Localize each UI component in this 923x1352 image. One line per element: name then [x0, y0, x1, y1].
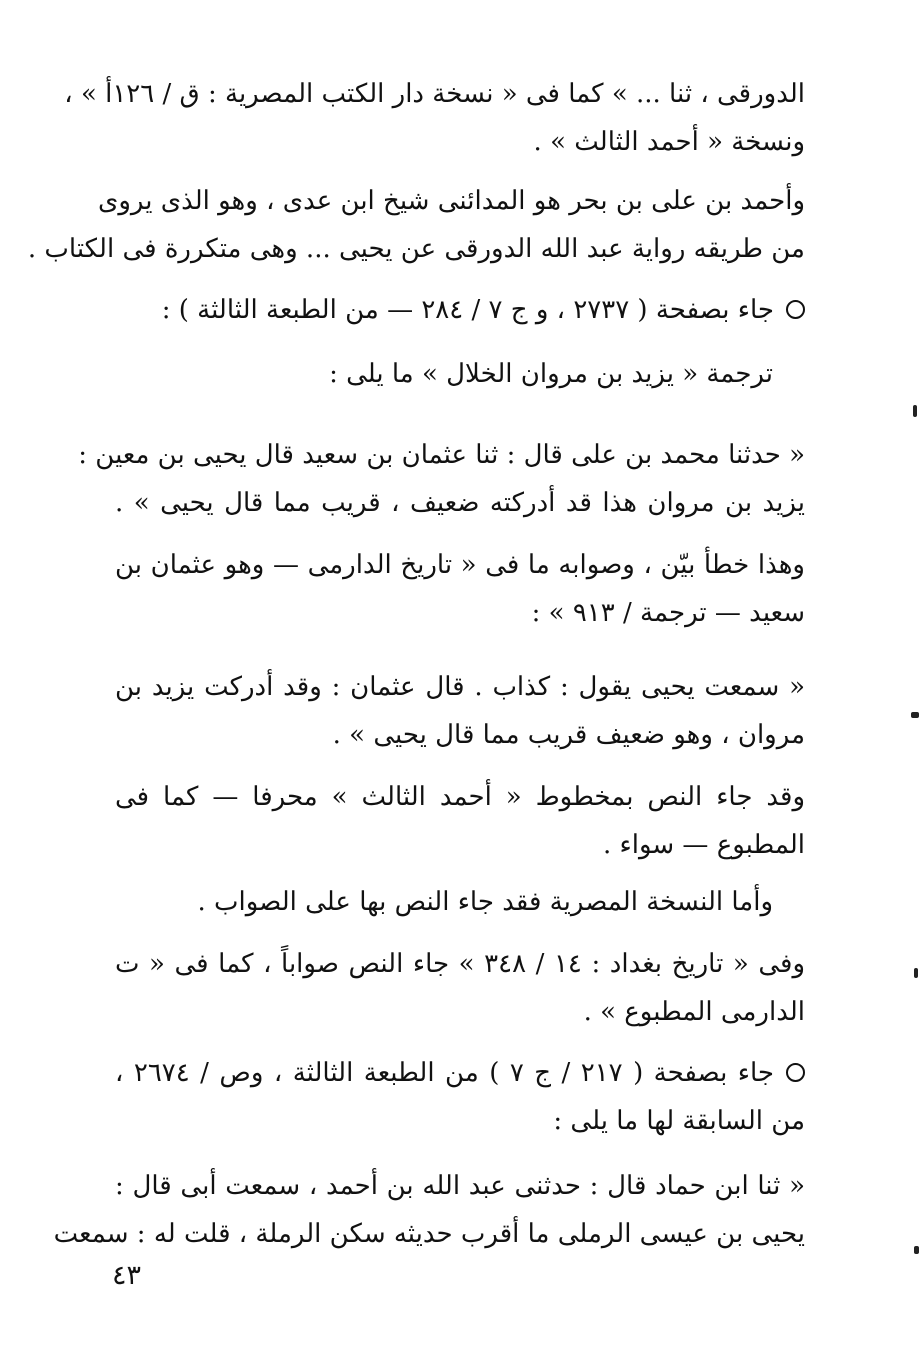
text-line: الدورقى ، ثنا ... » كما فى « نسخة دار الكتب المصرية : ق / ١٢٦أ » ،	[64, 79, 805, 109]
text-line: جاء بصفحة ( ٢٧٣٧ ، و ج ٧ / ٢٨٤ — من الطبعة الثالثة ) :	[161, 295, 774, 325]
text-line: ونسخة « أحمد الثالث » .	[533, 127, 805, 157]
text-line: المطبوع — سواء .	[602, 830, 805, 860]
quote-line: مروان ، وهو ضعيف قريب مما قال يحيى » .	[332, 720, 805, 750]
text-line: وأحمد بن على بن بحر هو المدائنى شيخ ابن عدى ، وهو الذى يروى	[97, 186, 805, 216]
text-line: وأما النسخة المصرية فقد جاء النص بها على الصواب .	[197, 887, 773, 917]
quote-line: « سمعت يحيى يقول : كذاب . قال عثمان : وقد أدركت يزيد بن	[115, 672, 805, 702]
text-line: سعيد — ترجمة / ٩١٣ » :	[531, 598, 805, 628]
quote-line: يزيد بن مروان هذا قد أدركته ضعيف ، قريب مما قال يحيى » .	[115, 488, 805, 518]
quote-line: « ثنا ابن حماد قال : حدثنى عبد الله بن أحمد ، سمعت أبى قال :	[115, 1171, 805, 1201]
hollow-circle-bullet-icon	[786, 1063, 805, 1082]
scan-edge-mark	[914, 1246, 919, 1254]
text-line: ترجمة « يزيد بن مروان الخلال » ما يلى :	[329, 359, 773, 389]
scan-edge-mark	[914, 968, 918, 978]
text-line: وفى « تاريخ بغداد : ١٤ / ٣٤٨ » جاء النص صواباً ، كما فى « ت	[115, 949, 805, 979]
page-number: ٤٣	[112, 1260, 142, 1291]
scan-edge-mark	[911, 712, 919, 718]
quote-line: « حدثنا محمد بن على قال : ثنا عثمان بن سعيد قال يحيى بن معين :	[78, 440, 805, 470]
text-line: من السابقة لها ما يلى :	[553, 1106, 805, 1136]
text-line: من طريقه رواية عبد الله الدورقى عن يحيى ... وهى متكررة فى الكتاب .	[27, 234, 805, 264]
text-line: وهذا خطأ بيّن ، وصوابه ما فى « تاريخ الدارمى — وهو عثمان بن	[115, 550, 805, 580]
bullet-line	[162, 290, 805, 330]
bullet-line	[115, 1053, 805, 1093]
hollow-circle-bullet-icon	[786, 300, 805, 319]
scan-edge-mark	[913, 405, 917, 417]
text-line: وقد جاء النص بمخطوط « أحمد الثالث » محرفا — كما فى	[115, 782, 805, 812]
text-line: الدارمى المطبوع » .	[583, 997, 805, 1027]
quote-line: يحيى بن عيسى الرملى ما أقرب حديثه سكن الرملة ، قلت له : سمعت	[53, 1219, 805, 1249]
text-line: جاء بصفحة ( ٢١٧ / ج ٧ ) من الطبعة الثالثة ، وص / ٢٦٧٤ ،	[115, 1058, 775, 1088]
